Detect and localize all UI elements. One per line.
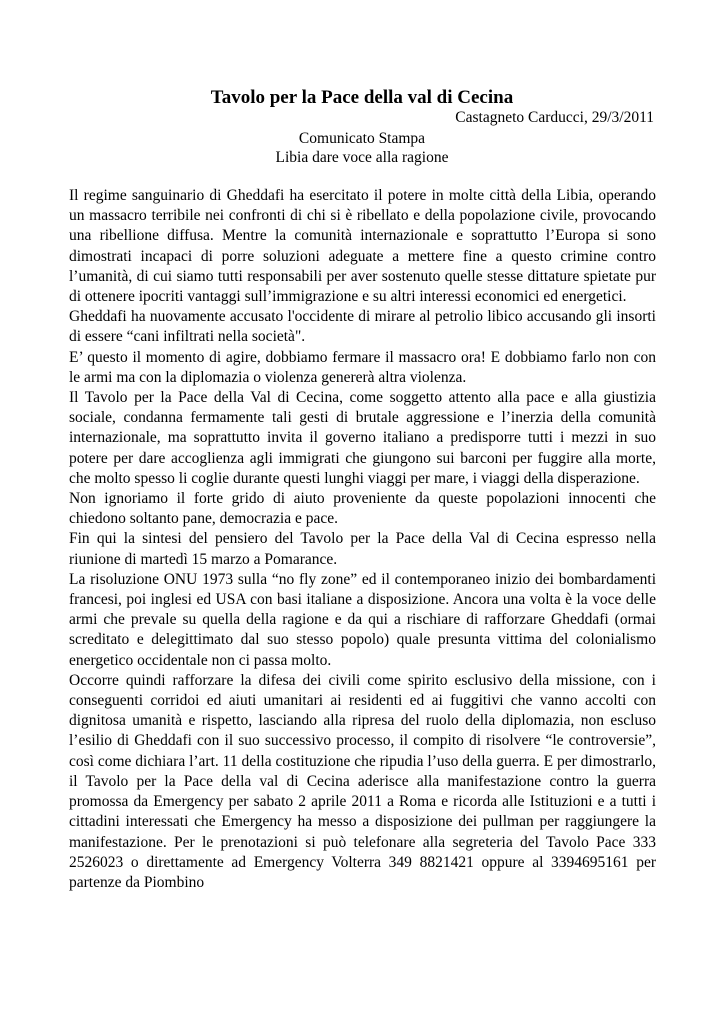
- paragraph: E’ questo il momento di agire, dobbiamo fermare il massacro ora! E dobbiamo farlo non con le armi ma con la diplomazia o violenza genererà altra violenza.: [69, 348, 656, 386]
- dateline: Castagneto Carducci, 29/3/2011: [455, 109, 654, 126]
- document-title: Tavolo per la Pace della val di Cecina: [210, 87, 514, 108]
- paragraph: Fin qui la sintesi del pensiero del Tavolo per la Pace della Val di Cecina espresso nella riunione di martedì 15 marzo a Pomarance.: [69, 530, 656, 568]
- paragraph: Non ignoriamo il forte grido di aiuto proveniente da queste popolazioni innocenti che chiedono soltanto pane, democrazia e pace.: [69, 490, 656, 528]
- press-release-label: Comunicato Stampa: [298, 130, 426, 147]
- paragraph: Il regime sanguinario di Gheddafi ha esercitato il potere in molte città della Libia, operando un massacro terribile nei confronti di chi si è ribellato e della popolazione civile, provocando una ribellione diffusa. Mentre la comunità internazionale e soprattutto l’Europa si sono dimostrati incapaci di porre soluzioni adeguate a mettere fine a questo crimine contro l’umanità, di cui siamo tutti responsabili per aver sostenuto quelle stesse dittature spietate pur di ottenere ipocriti vantaggi sull’immigrazione e su altri interessi economici ed energetici.: [69, 187, 656, 306]
- paragraph: Gheddafi ha nuovamente accusato l'occidente di mirare al petrolio libico accusando gli insorti di essere “cani infiltrati nella società".: [69, 308, 656, 346]
- document-subtitle: Libia dare voce alla ragione: [275, 149, 449, 166]
- document-body: [69, 186, 656, 893]
- paragraph: Occorre quindi rafforzare la difesa dei civili come spirito esclusivo della missione, con i conseguenti corridoi ed aiuti umanitari ai residenti ed ai fuggitivi che vanno accolti con dignitosa umanità e rispetto, lasciando alla ripresa del ruolo della diplomazia, non escluso l’esilio di Gheddafi con il suo successivo processo, il compito di risolvere “le controversie”, così come dichiara l’art. 11 della costituzione che ripudia l’uso della guerra. E per dimostrarlo, il Tavolo per la Pace della val di Cecina aderisce alla manifestazione contro la guerra promossa da Emergency per sabato 2 aprile 2011 a Roma e ricorda alle Istituzioni e a tutti i cittadini interessati che Emergency ha messo a disposizione dei pullman per raggiungere la manifestazione. Per le prenotazioni si può telefonare alla segreteria del Tavolo Pace 333 2526023 o direttamente ad Emergency Volterra 349 8821421 oppure al 3394695161 per partenze da Piombino: [69, 671, 656, 891]
- paragraph: La risoluzione ONU 1973 sulla “no fly zone” ed il contemporaneo inizio dei bombardamenti francesi, poi inglesi ed USA con basi italiane a disposizione. Ancora una volta è la voce delle armi che prevale su quella della ragione e da qui a rischiare di rafforzare Gheddafi (ormai screditato e delegittimato dal suo stesso popolo) quale presunta vittima del colonialismo energetico occidentale non ci passa molto.: [69, 570, 656, 669]
- paragraph: Il Tavolo per la Pace della Val di Cecina, come soggetto attento alla pace e alla giustizia sociale, condanna fermamente tali gesti di brutale aggressione e l’inerzia della comunità internazionale, ma soprattutto invita il governo italiano a predisporre tutti i mezzi in suo potere per dare accoglienza agli immigrati che giungono sui barconi per fuggire alla morte, che molto spesso li coglie durante questi lunghi viaggi per mare, i viaggi della disperazione.: [69, 389, 656, 487]
